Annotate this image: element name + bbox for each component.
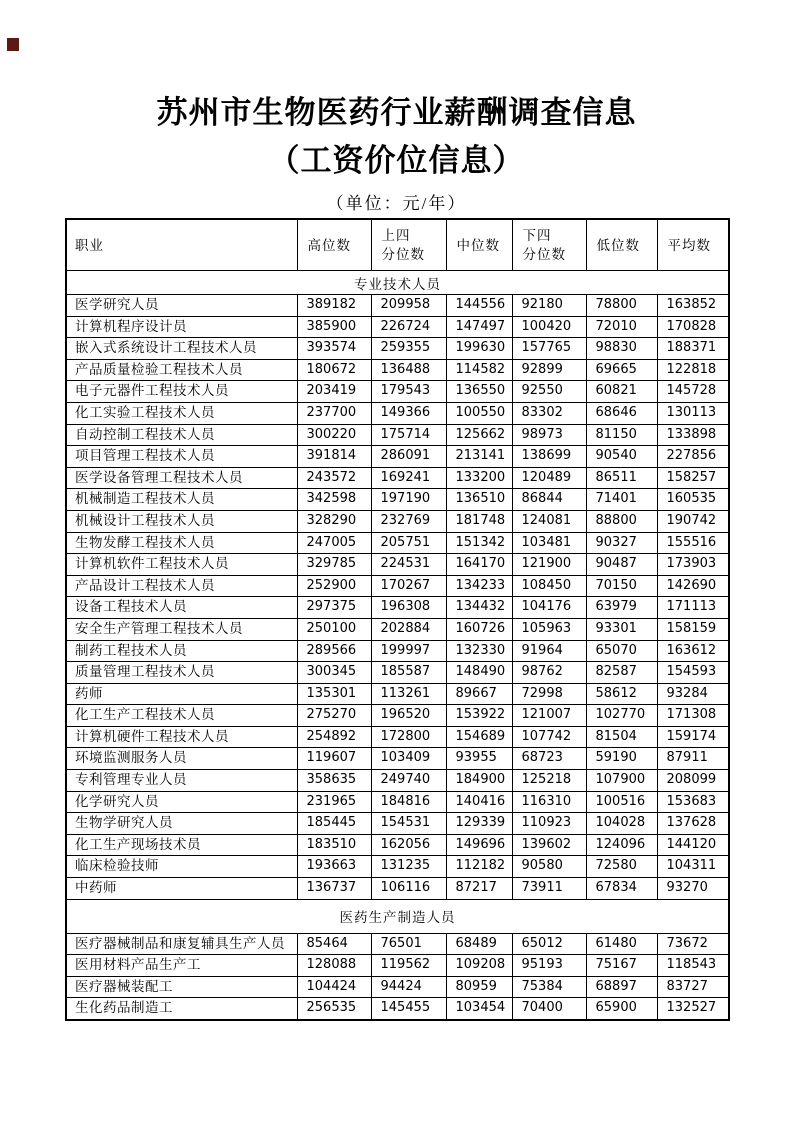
value-cell: 136550	[446, 381, 512, 403]
value-cell: 197190	[371, 489, 446, 511]
table-row	[66, 618, 729, 640]
value-cell: 275270	[297, 705, 371, 727]
value-cell: 102770	[586, 705, 657, 727]
value-cell: 68723	[512, 748, 586, 770]
value-cell: 289566	[297, 640, 371, 662]
table-row	[66, 467, 729, 489]
table-row	[66, 998, 729, 1020]
col-header-median	[446, 219, 512, 271]
value-cell: 154593	[657, 662, 729, 684]
value-cell: 393574	[297, 338, 371, 360]
occupation-cell: 生物学研究人员	[66, 813, 297, 835]
value-cell: 138699	[512, 446, 586, 468]
table-row	[66, 316, 729, 338]
value-cell: 72580	[586, 856, 657, 878]
col-header-label: 分位数	[381, 247, 425, 262]
value-cell: 132330	[446, 640, 512, 662]
value-cell: 92180	[512, 295, 586, 317]
document-title: 苏州市生物医药行业薪酬调查信息	[156, 95, 637, 130]
occupation-cell: 医疗器械装配工	[66, 976, 297, 998]
value-cell: 162056	[371, 834, 446, 856]
occupation-cell: 制药工程技术人员	[66, 640, 297, 662]
col-header-high	[297, 219, 371, 271]
value-cell: 103409	[371, 748, 446, 770]
value-cell: 109208	[446, 955, 512, 977]
occupation-cell: 化工实验工程技术人员	[66, 402, 297, 424]
value-cell: 81504	[586, 726, 657, 748]
value-cell: 81150	[586, 424, 657, 446]
value-cell: 259355	[371, 338, 446, 360]
occupation-cell: 化工生产工程技术人员	[66, 705, 297, 727]
value-cell: 98762	[512, 662, 586, 684]
value-cell: 286091	[371, 446, 446, 468]
value-cell: 93270	[657, 878, 729, 900]
value-cell: 163852	[657, 295, 729, 317]
value-cell: 119607	[297, 748, 371, 770]
value-cell: 131235	[371, 856, 446, 878]
value-cell: 199997	[371, 640, 446, 662]
value-cell: 87217	[446, 878, 512, 900]
value-cell: 147497	[446, 316, 512, 338]
value-cell: 144556	[446, 295, 512, 317]
value-cell: 188371	[657, 338, 729, 360]
value-cell: 70150	[586, 575, 657, 597]
table-row	[66, 705, 729, 727]
occupation-cell: 机械制造工程技术人员	[66, 489, 297, 511]
value-cell: 128088	[297, 955, 371, 977]
occupation-cell: 医学设备管理工程技术人员	[66, 467, 297, 489]
value-cell: 149696	[446, 834, 512, 856]
value-cell: 190742	[657, 510, 729, 532]
value-cell: 107900	[586, 770, 657, 792]
value-cell: 103454	[446, 998, 512, 1020]
corner-marker-square	[7, 38, 19, 51]
value-cell: 113261	[371, 683, 446, 705]
value-cell: 184816	[371, 791, 446, 813]
value-cell: 137628	[657, 813, 729, 835]
value-cell: 68897	[586, 976, 657, 998]
value-cell: 93284	[657, 683, 729, 705]
table-header-row	[66, 219, 729, 271]
salary-table	[65, 218, 730, 1021]
occupation-cell: 计算机程序设计员	[66, 316, 297, 338]
occupation-cell: 嵌入式系统设计工程技术人员	[66, 338, 297, 360]
value-cell: 120489	[512, 467, 586, 489]
table-row	[66, 510, 729, 532]
occupation-cell: 设备工程技术人员	[66, 597, 297, 619]
value-cell: 92899	[512, 359, 586, 381]
table-row	[66, 575, 729, 597]
value-cell: 171113	[657, 597, 729, 619]
table-row	[66, 955, 729, 977]
value-cell: 169241	[371, 467, 446, 489]
value-cell: 300345	[297, 662, 371, 684]
value-cell: 297375	[297, 597, 371, 619]
value-cell: 110923	[512, 813, 586, 835]
table-row	[66, 791, 729, 813]
value-cell: 196308	[371, 597, 446, 619]
col-header-upper-quartile	[371, 219, 446, 271]
value-cell: 114582	[446, 359, 512, 381]
value-cell: 134233	[446, 575, 512, 597]
value-cell: 82587	[586, 662, 657, 684]
value-cell: 184900	[446, 770, 512, 792]
value-cell: 90487	[586, 554, 657, 576]
value-cell: 61480	[586, 933, 657, 955]
value-cell: 70400	[512, 998, 586, 1020]
value-cell: 202884	[371, 618, 446, 640]
value-cell: 65012	[512, 933, 586, 955]
value-cell: 209958	[371, 295, 446, 317]
document-subtitle: （工资价位信息）	[268, 143, 525, 178]
value-cell: 199630	[446, 338, 512, 360]
table-row	[66, 640, 729, 662]
value-cell: 73911	[512, 878, 586, 900]
table-row	[66, 554, 729, 576]
value-cell: 164170	[446, 554, 512, 576]
table-row	[66, 359, 729, 381]
col-header-label: 低位数	[596, 237, 640, 253]
value-cell: 175714	[371, 424, 446, 446]
value-cell: 328290	[297, 510, 371, 532]
value-cell: 75384	[512, 976, 586, 998]
value-cell: 65070	[586, 640, 657, 662]
value-cell: 67834	[586, 878, 657, 900]
value-cell: 92550	[512, 381, 586, 403]
value-cell: 133200	[446, 467, 512, 489]
col-header-label: 下四	[522, 228, 552, 243]
value-cell: 93301	[586, 618, 657, 640]
value-cell: 65900	[586, 998, 657, 1020]
value-cell: 153683	[657, 791, 729, 813]
value-cell: 80959	[446, 976, 512, 998]
value-cell: 104424	[297, 976, 371, 998]
value-cell: 154689	[446, 726, 512, 748]
value-cell: 226724	[371, 316, 446, 338]
table-row	[66, 662, 729, 684]
value-cell: 205751	[371, 532, 446, 554]
table-row	[66, 532, 729, 554]
col-header-label: 上四	[381, 228, 411, 243]
value-cell: 90540	[586, 446, 657, 468]
value-cell: 300220	[297, 424, 371, 446]
value-cell: 68646	[586, 402, 657, 424]
table-row	[66, 683, 729, 705]
value-cell: 208099	[657, 770, 729, 792]
value-cell: 142690	[657, 575, 729, 597]
table-row	[66, 381, 729, 403]
value-cell: 153922	[446, 705, 512, 727]
value-cell: 185445	[297, 813, 371, 835]
value-cell: 358635	[297, 770, 371, 792]
table-row	[66, 856, 729, 878]
col-header-average	[657, 219, 729, 271]
value-cell: 180672	[297, 359, 371, 381]
value-cell: 58612	[586, 683, 657, 705]
occupation-cell: 质量管理工程技术人员	[66, 662, 297, 684]
value-cell: 389182	[297, 295, 371, 317]
value-cell: 93955	[446, 748, 512, 770]
value-cell: 83302	[512, 402, 586, 424]
value-cell: 172800	[371, 726, 446, 748]
value-cell: 254892	[297, 726, 371, 748]
col-header-label: 高位数	[307, 237, 351, 253]
table-row	[66, 834, 729, 856]
table-row	[66, 976, 729, 998]
value-cell: 76501	[371, 933, 446, 955]
value-cell: 231965	[297, 791, 371, 813]
value-cell: 104176	[512, 597, 586, 619]
table-row	[66, 446, 729, 468]
table-row	[66, 933, 729, 955]
col-header-occupation	[66, 219, 297, 271]
value-cell: 100420	[512, 316, 586, 338]
value-cell: 159174	[657, 726, 729, 748]
occupation-cell: 环境监测服务人员	[66, 748, 297, 770]
value-cell: 105963	[512, 618, 586, 640]
value-cell: 130113	[657, 402, 729, 424]
occupation-cell: 化工生产现场技术员	[66, 834, 297, 856]
table-row	[66, 878, 729, 900]
value-cell: 243572	[297, 467, 371, 489]
value-cell: 329785	[297, 554, 371, 576]
col-header-lower-quartile	[512, 219, 586, 271]
table-row	[66, 489, 729, 511]
value-cell: 232769	[371, 510, 446, 532]
value-cell: 173903	[657, 554, 729, 576]
section-title: 专业技术人员	[66, 271, 729, 295]
value-cell: 171308	[657, 705, 729, 727]
value-cell: 140416	[446, 791, 512, 813]
value-cell: 125218	[512, 770, 586, 792]
value-cell: 158159	[657, 618, 729, 640]
value-cell: 98973	[512, 424, 586, 446]
value-cell: 91964	[512, 640, 586, 662]
value-cell: 125662	[446, 424, 512, 446]
value-cell: 136510	[446, 489, 512, 511]
occupation-cell: 医学研究人员	[66, 295, 297, 317]
occupation-cell: 生化药品制造工	[66, 998, 297, 1020]
value-cell: 104311	[657, 856, 729, 878]
occupation-cell: 产品设计工程技术人员	[66, 575, 297, 597]
value-cell: 227856	[657, 446, 729, 468]
value-cell: 149366	[371, 402, 446, 424]
value-cell: 256535	[297, 998, 371, 1020]
value-cell: 88800	[586, 510, 657, 532]
table-row	[66, 770, 729, 792]
value-cell: 108450	[512, 575, 586, 597]
value-cell: 87911	[657, 748, 729, 770]
table-row	[66, 424, 729, 446]
value-cell: 145455	[371, 998, 446, 1020]
value-cell: 104028	[586, 813, 657, 835]
value-cell: 132527	[657, 998, 729, 1020]
occupation-cell: 化学研究人员	[66, 791, 297, 813]
occupation-cell: 计算机硬件工程技术人员	[66, 726, 297, 748]
col-header-low	[586, 219, 657, 271]
value-cell: 119562	[371, 955, 446, 977]
value-cell: 73672	[657, 933, 729, 955]
value-cell: 95193	[512, 955, 586, 977]
value-cell: 144120	[657, 834, 729, 856]
value-cell: 129339	[446, 813, 512, 835]
value-cell: 94424	[371, 976, 446, 998]
value-cell: 136488	[371, 359, 446, 381]
value-cell: 71401	[586, 489, 657, 511]
col-header-label: 职业	[75, 237, 104, 253]
value-cell: 134432	[446, 597, 512, 619]
value-cell: 148490	[446, 662, 512, 684]
value-cell: 60821	[586, 381, 657, 403]
value-cell: 342598	[297, 489, 371, 511]
value-cell: 86844	[512, 489, 586, 511]
col-header-label: 分位数	[522, 247, 566, 262]
section-title: 医药生产制造人员	[66, 899, 729, 933]
value-cell: 106116	[371, 878, 446, 900]
value-cell: 100550	[446, 402, 512, 424]
value-cell: 158257	[657, 467, 729, 489]
value-cell: 181748	[446, 510, 512, 532]
value-cell: 237700	[297, 402, 371, 424]
value-cell: 224531	[371, 554, 446, 576]
value-cell: 107742	[512, 726, 586, 748]
value-cell: 185587	[371, 662, 446, 684]
col-header-label: 中位数	[456, 237, 500, 253]
value-cell: 59190	[586, 748, 657, 770]
value-cell: 136737	[297, 878, 371, 900]
value-cell: 112182	[446, 856, 512, 878]
value-cell: 160726	[446, 618, 512, 640]
value-cell: 252900	[297, 575, 371, 597]
value-cell: 116310	[512, 791, 586, 813]
value-cell: 122818	[657, 359, 729, 381]
value-cell: 124096	[586, 834, 657, 856]
value-cell: 90327	[586, 532, 657, 554]
value-cell: 68489	[446, 933, 512, 955]
table-row	[66, 295, 729, 317]
value-cell: 78800	[586, 295, 657, 317]
occupation-cell: 生物发酵工程技术人员	[66, 532, 297, 554]
table-row	[66, 338, 729, 360]
occupation-cell: 安全生产管理工程技术人员	[66, 618, 297, 640]
value-cell: 63979	[586, 597, 657, 619]
value-cell: 155516	[657, 532, 729, 554]
value-cell: 85464	[297, 933, 371, 955]
occupation-cell: 产品质量检验工程技术人员	[66, 359, 297, 381]
value-cell: 179543	[371, 381, 446, 403]
unit-note: （单位：元/年）	[326, 194, 467, 213]
value-cell: 72998	[512, 683, 586, 705]
occupation-cell: 专利管理专业人员	[66, 770, 297, 792]
section-header-row	[66, 271, 729, 295]
value-cell: 103481	[512, 532, 586, 554]
value-cell: 250100	[297, 618, 371, 640]
value-cell: 213141	[446, 446, 512, 468]
value-cell: 170267	[371, 575, 446, 597]
value-cell: 135301	[297, 683, 371, 705]
value-cell: 98830	[586, 338, 657, 360]
value-cell: 151342	[446, 532, 512, 554]
table-row	[66, 813, 729, 835]
value-cell: 154531	[371, 813, 446, 835]
value-cell: 121900	[512, 554, 586, 576]
value-cell: 391814	[297, 446, 371, 468]
table-row	[66, 597, 729, 619]
value-cell: 100516	[586, 791, 657, 813]
value-cell: 160535	[657, 489, 729, 511]
occupation-cell: 项目管理工程技术人员	[66, 446, 297, 468]
col-header-label: 平均数	[667, 237, 711, 253]
occupation-cell: 医用材料产品生产工	[66, 955, 297, 977]
value-cell: 139602	[512, 834, 586, 856]
occupation-cell: 临床检验技师	[66, 856, 297, 878]
value-cell: 385900	[297, 316, 371, 338]
value-cell: 170828	[657, 316, 729, 338]
value-cell: 193663	[297, 856, 371, 878]
value-cell: 124081	[512, 510, 586, 532]
table-row	[66, 726, 729, 748]
value-cell: 121007	[512, 705, 586, 727]
value-cell: 89667	[446, 683, 512, 705]
value-cell: 72010	[586, 316, 657, 338]
value-cell: 75167	[586, 955, 657, 977]
value-cell: 118543	[657, 955, 729, 977]
occupation-cell: 药师	[66, 683, 297, 705]
section-header-row	[66, 899, 729, 933]
value-cell: 133898	[657, 424, 729, 446]
occupation-cell: 机械设计工程技术人员	[66, 510, 297, 532]
value-cell: 83727	[657, 976, 729, 998]
value-cell: 163612	[657, 640, 729, 662]
value-cell: 183510	[297, 834, 371, 856]
table-row	[66, 402, 729, 424]
value-cell: 90580	[512, 856, 586, 878]
value-cell: 196520	[371, 705, 446, 727]
value-cell: 145728	[657, 381, 729, 403]
value-cell: 157765	[512, 338, 586, 360]
occupation-cell: 自动控制工程技术人员	[66, 424, 297, 446]
value-cell: 86511	[586, 467, 657, 489]
table-row	[66, 748, 729, 770]
value-cell: 247005	[297, 532, 371, 554]
occupation-cell: 医疗器械制品和康复辅具生产人员	[66, 933, 297, 955]
occupation-cell: 中药师	[66, 878, 297, 900]
occupation-cell: 电子元器件工程技术人员	[66, 381, 297, 403]
value-cell: 249740	[371, 770, 446, 792]
value-cell: 203419	[297, 381, 371, 403]
value-cell: 69665	[586, 359, 657, 381]
occupation-cell: 计算机软件工程技术人员	[66, 554, 297, 576]
